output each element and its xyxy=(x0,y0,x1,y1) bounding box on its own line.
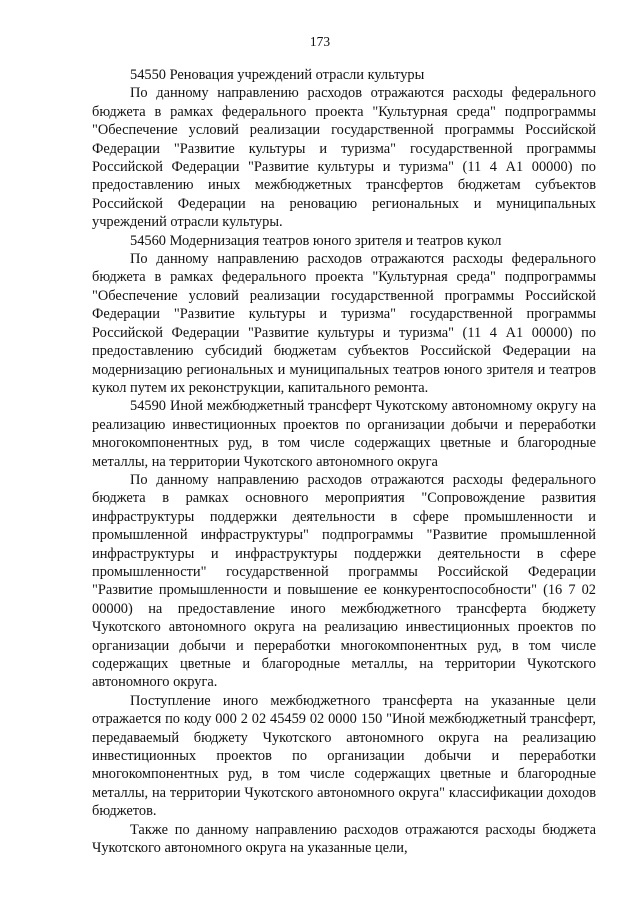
section-heading-54560: 54560 Модернизация театров юного зрителя и театров кукол xyxy=(130,232,502,249)
paragraph-income-code: Поступление иного межбюджетного трансферта на указанные цели отражается по коду 000 2 02 45459 02 0000 150 "Иной межбюджетный трансферт, передаваемый бюджету Чукотского автономного округа на реализацию инвестиционных проектов по организации добычи и переработки многокомпонентных руд, в том числе содержащих цветные и благородные металлы, на территории Чукотского автономного округа" классификации доходов бюджетов. xyxy=(92,692,596,820)
paragraph-regional-expenses: Также по данному направлению расходов отражаются расходы бюджета Чукотского автономного округа на указанные цели, xyxy=(92,821,596,857)
paragraph-54550-description: По данному направлению расходов отражаются расходы федерального бюджета в рамках федерального проекта "Культурная среда" подпрограммы "Обеспечение условий реализации государственной программы Российской Федерации "Развитие культуры и туризма" государственной программы Российской Федерации "Развитие культуры и туризма" (11 4 A1 00000) по предоставлению иных межбюджетных трансфертов бюджетам субъектов Российской Федерации на реновацию региональных и муниципальных учреждений отрасли культуры. xyxy=(92,85,596,231)
document-body xyxy=(92,66,596,857)
paragraph-54560-description: По данному направлению расходов отражаются расходы федерального бюджета в рамках федерального проекта "Культурная среда" подпрограммы "Обеспечение условий реализации государственной программы Российской Федерации "Развитие культуры и туризма" государственной программы Российской Федерации "Развитие культуры и туризма" (11 4 A1 00000) по предоставлению субсидий бюджетам субъектов Российской Федерации на модернизацию региональных и муниципальных театров юного зрителя и театров кукол путем их реконструкции, капитального ремонта. xyxy=(92,251,596,396)
paragraph-54590-description: По данному направлению расходов отражаются расходы федерального бюджета в рамках основного мероприятия "Сопровождение развития инфраструктуры поддержки деятельности в сфере промышленности и промышленной инфраструктуры" подпрограммы "Развитие промышленной инфраструктуры и инфраструктуры поддержки деятельности в сфере промышленности" государственной программы Российской Федерации "Развитие промышленности и повышение ее конкурентоспособности" (16 7 02 00000) на предоставление иного межбюджетного трансферта бюджету Чукотского автономного округа на реализацию инвестиционных проектов по организации добычи и переработки многокомпонентных руд, в том числе содержащих цветные и благородные металлы, на территории Чукотского автономного округа. xyxy=(92,471,596,691)
page-number: 173 xyxy=(309,34,331,49)
section-heading-54550: 54550 Реновация учреждений отрасли культуры xyxy=(130,67,425,83)
section-heading-54590: 54590 Иной межбюджетный трансферт Чукотскому автономному округу на реализацию инвестиционных проектов по организации добычи и переработки многокомпонентных руд, в том числе содержащих цветные и благородные металлы, на территории Чукотского автономного округа xyxy=(92,398,596,470)
